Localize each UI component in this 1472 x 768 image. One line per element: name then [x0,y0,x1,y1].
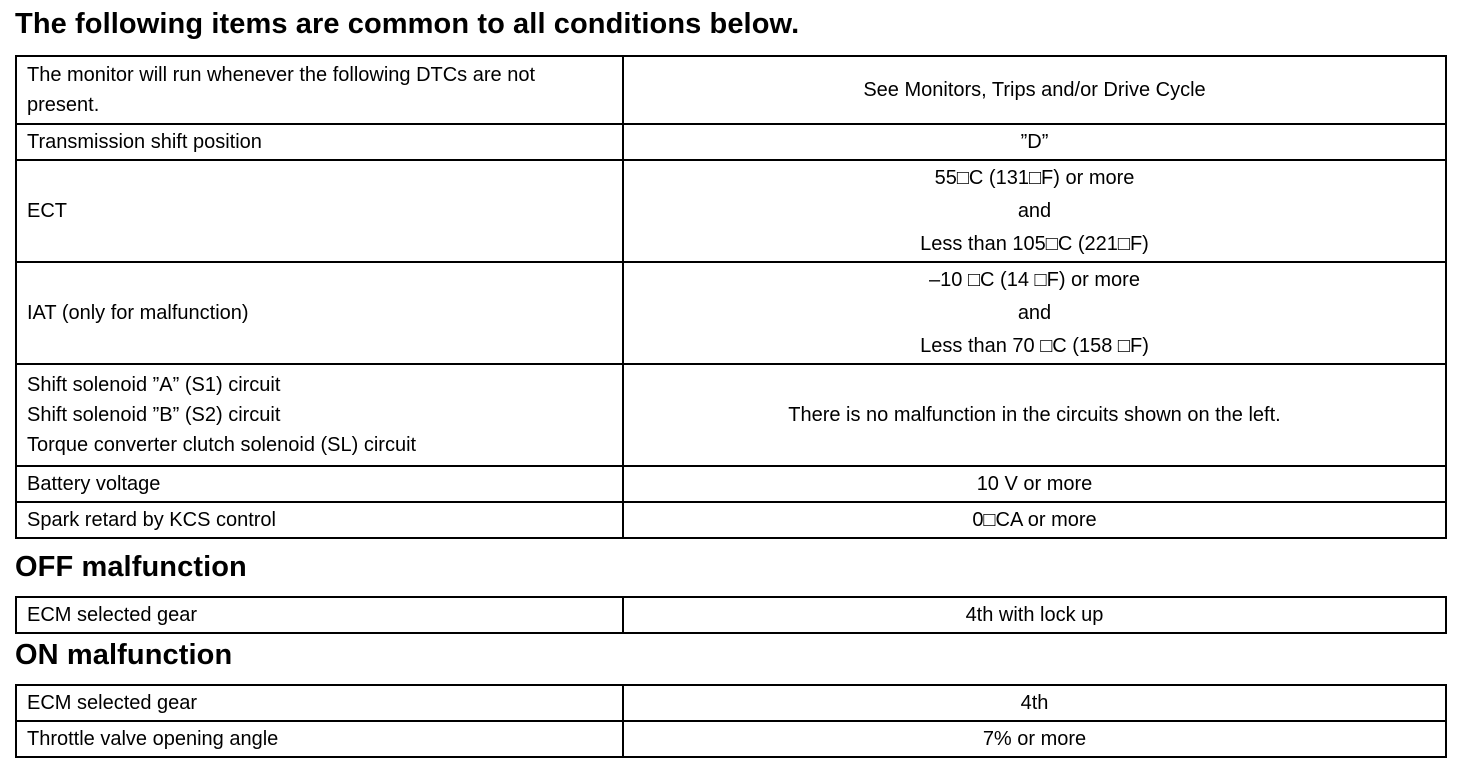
condition-item-cell [16,262,623,364]
condition-item-cell [16,124,623,160]
table-row [16,721,1446,757]
condition-value-cell [623,502,1446,538]
condition-value-text: 7% or more [982,728,1087,750]
condition-value-text: Less than 70 □C (158 □F) [920,334,1149,357]
condition-item-cell [16,685,623,721]
condition-value-cell [623,685,1446,721]
condition-item-text: ECT [27,199,67,222]
condition-item-text: Shift solenoid ”B” (S2) circuit [27,404,281,426]
condition-value-text: See Monitors, Trips and/or Drive Cycle [863,79,1206,101]
condition-value-text: 10 V or more [976,473,1093,495]
condition-item-cell [16,56,623,124]
condition-item-cell [16,597,623,633]
condition-value-cell [623,466,1446,502]
on-malfunction-heading: ON malfunction [15,639,233,671]
common-conditions-table [15,55,1447,539]
table-row [16,597,1446,633]
condition-item-cell [16,364,623,466]
condition-value-cell [623,262,1446,364]
condition-item-text: ECM selected gear [27,692,198,714]
table-row [16,364,1446,466]
condition-item-cell [16,160,623,262]
table-row [16,502,1446,538]
condition-value-text: 4th [1020,692,1049,714]
off-malfunction-heading: OFF malfunction [15,551,247,583]
table-row [16,466,1446,502]
table-row [16,160,1446,262]
table-row [16,56,1446,124]
condition-item-text: Battery voltage [27,473,161,495]
condition-value-text: and [1017,199,1052,222]
table-row [16,685,1446,721]
condition-value-text: Less than 105□C (221□F) [920,232,1149,255]
condition-item-cell [16,466,623,502]
condition-item-text: Throttle valve opening angle [27,728,279,750]
condition-value-text: 4th with lock up [965,604,1104,626]
condition-item-text: IAT (only for malfunction) [27,301,249,324]
common-conditions-heading: The following items are common to all conditions below. [15,8,800,40]
condition-item-text: Torque converter clutch solenoid (SL) circuit [27,434,417,456]
condition-value-text: ”D” [1020,131,1049,153]
condition-value-cell [623,597,1446,633]
condition-value-cell [623,160,1446,262]
on-malfunction-table [15,684,1447,758]
condition-value-cell [623,56,1446,124]
table-row [16,124,1446,160]
condition-item-cell [16,721,623,757]
condition-item-text: Spark retard by KCS control [27,509,276,531]
condition-value-text: There is no malfunction in the circuits shown on the left. [788,404,1281,426]
condition-value-text: –10 □C (14 □F) or more [929,268,1140,291]
condition-value-text: and [1017,301,1052,324]
condition-value-cell [623,124,1446,160]
condition-item-text: present. [27,94,100,116]
condition-item-text: The monitor will run whenever the following DTCs are not [27,64,535,86]
condition-item-text: Transmission shift position [27,131,262,153]
table-row [16,262,1446,364]
condition-item-text: Shift solenoid ”A” (S1) circuit [27,374,281,396]
condition-value-cell [623,364,1446,466]
condition-item-cell [16,502,623,538]
off-malfunction-table [15,596,1447,634]
condition-value-text: 0□CA or more [972,509,1097,531]
condition-value-text: 55□C (131□F) or more [934,166,1135,189]
condition-value-cell [623,721,1446,757]
condition-item-text: ECM selected gear [27,604,198,626]
